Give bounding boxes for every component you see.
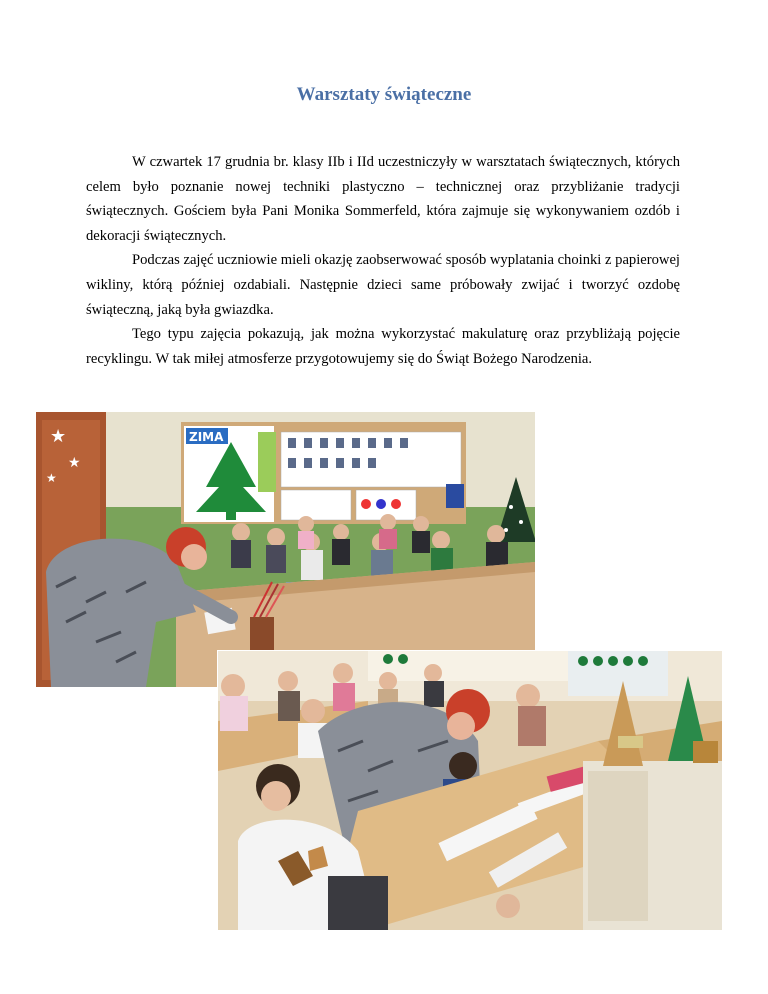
svg-text:★: ★: [50, 426, 67, 447]
paragraph-2: Podczas zajęć uczniowie mieli okazję zaobserwować sposób wyplatania choinki z papierowej wikliny, którą później ozdabiali. Następnie dzieci same próbowały zwijać i tworzyć ozdobę świąteczną, jaką była gwiazdka.: [86, 252, 680, 318]
article-body: [86, 150, 680, 371]
classroom-photo-1: [36, 412, 535, 687]
board-label: ZIMA: [189, 430, 224, 444]
svg-text:★: ★: [68, 455, 81, 471]
paragraph-3: Tego typu zajęcia pokazują, jak można wykorzystać makulaturę oraz przybliżają pojęcie recyklingu. W tak miłej atmosferze przygotowujemy się do Świąt Bożego Narodzenia.: [86, 326, 680, 367]
svg-text:★: ★: [46, 471, 57, 485]
classroom-photo-2: [218, 651, 722, 930]
page-title: Warsztaty świąteczne: [296, 84, 472, 105]
paragraph-1: W czwartek 17 grudnia br. klasy IIb i IId uczestniczyły w warsztatach świątecznych, których celem było poznanie nowej techniki plastyczno – technicznej oraz przybliżanie tradycji świątecznych. Gościem była Pani Monika Sommerfeld, która zajmuje się wykonywaniem ozdób i dekoracji świątecznych.: [86, 154, 680, 244]
